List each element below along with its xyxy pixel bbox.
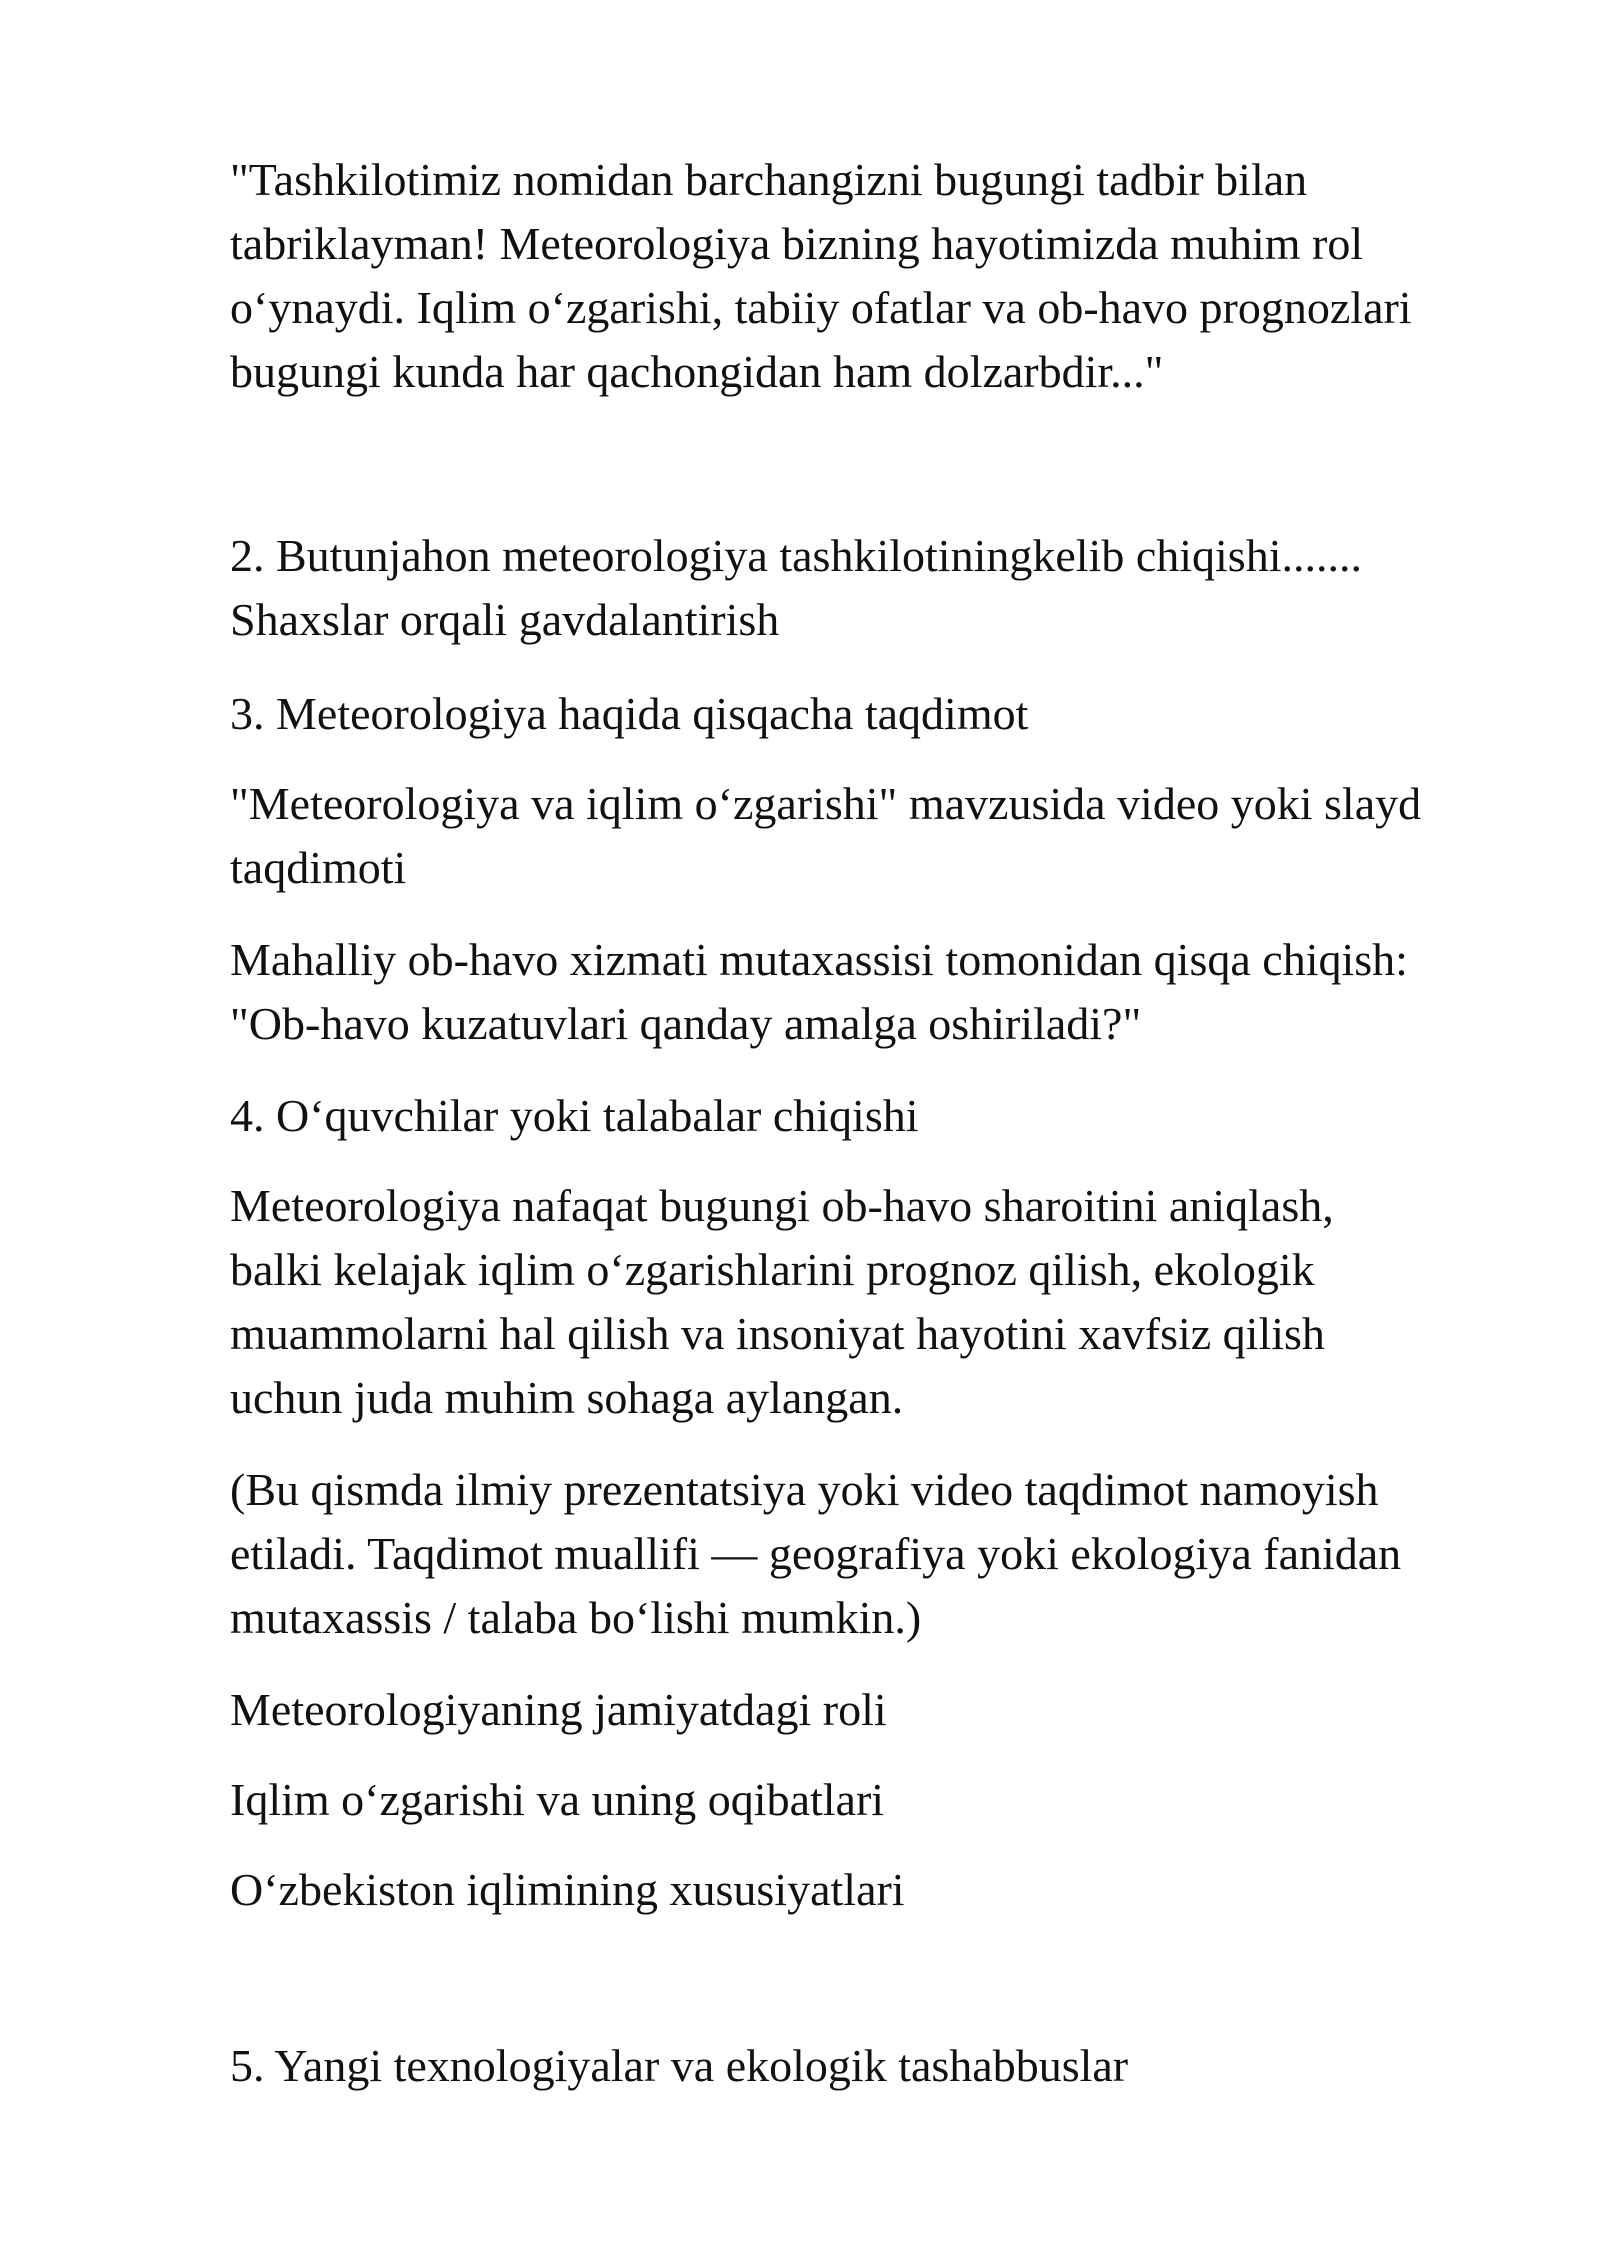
section-3-heading (230, 682, 1530, 746)
text-line: Meteorologiyaning jamiyatdagi roli (230, 1684, 887, 1735)
text-line: 4. O‘quvchilar yoki talabalar chiqishi (230, 1090, 919, 1141)
text-line: 2. Butunjahon meteorologiya tashkilotiningkelib chiqishi....... (230, 530, 1362, 581)
specialist-talk-paragraph (230, 928, 1530, 1056)
text-line: Iqlim o‘zgarishi va uning oqibatlari (230, 1774, 885, 1825)
text-line: uchun juda muhim sohaga aylangan. (230, 1372, 904, 1423)
text-line: tabriklayman! Meteorologiya bizning hayotimizda muhim rol (230, 218, 1364, 269)
text-line: Meteorologiya nafaqat bugungi ob-havo sharoitini aniqlash, (230, 1180, 1334, 1231)
text-line: (Bu qismda ilmiy prezentatsiya yoki video taqdimot namoyish (230, 1464, 1379, 1515)
text-line: taqdimoti (230, 842, 407, 893)
topic-line-climate (230, 1768, 1530, 1832)
section-5-heading (230, 2034, 1530, 2098)
text-line: "Meteorologiya va iqlim o‘zgarishi" mavzusida video yoki slayd (230, 778, 1422, 829)
topic-line-uzbekistan (230, 1858, 1530, 1922)
intro-quote-paragraph (230, 148, 1530, 404)
text-line: muammolarni hal qilish va insoniyat hayotini xavfsiz qilish (230, 1308, 1325, 1359)
text-line: Mahalliy ob-havo xizmati mutaxassisi tomonidan qisqa chiqish: (230, 934, 1408, 985)
presentation-topic-paragraph (230, 772, 1530, 900)
text-line: 3. Meteorologiya haqida qisqacha taqdimot (230, 688, 1029, 739)
text-line: mutaxassis / talaba bo‘lishi mumkin.) (230, 1592, 922, 1643)
section-4-heading (230, 1084, 1530, 1148)
text-line: o‘ynaydi. Iqlim o‘zgarishi, tabiiy ofatlar va ob-havo prognozlari (230, 282, 1412, 333)
text-line: bugungi kunda har qachongidan ham dolzarbdir..." (230, 346, 1164, 397)
topic-line-role (230, 1678, 1530, 1742)
text-line: 5. Yangi texnologiyalar va ekologik tashabbuslar (230, 2040, 1129, 2091)
note-paragraph (230, 1458, 1530, 1650)
text-line: "Tashkilotimiz nomidan barchangizni bugungi tadbir bilan (230, 154, 1308, 205)
text-line: O‘zbekiston iqlimining xususiyatlari (230, 1864, 905, 1915)
meteorology-paragraph (230, 1174, 1530, 1430)
text-line: balki kelajak iqlim o‘zgarishlarini prognoz qilish, ekologik (230, 1244, 1315, 1295)
text-line: Shaxslar orqali gavdalantirish (230, 594, 780, 645)
section-2-heading (230, 524, 1530, 652)
text-line: etiladi. Taqdimot muallifi — geografiya yoki ekologiya fanidan (230, 1528, 1402, 1579)
text-line: "Ob-havo kuzatuvlari qanday amalga oshiriladi?" (230, 998, 1142, 1049)
